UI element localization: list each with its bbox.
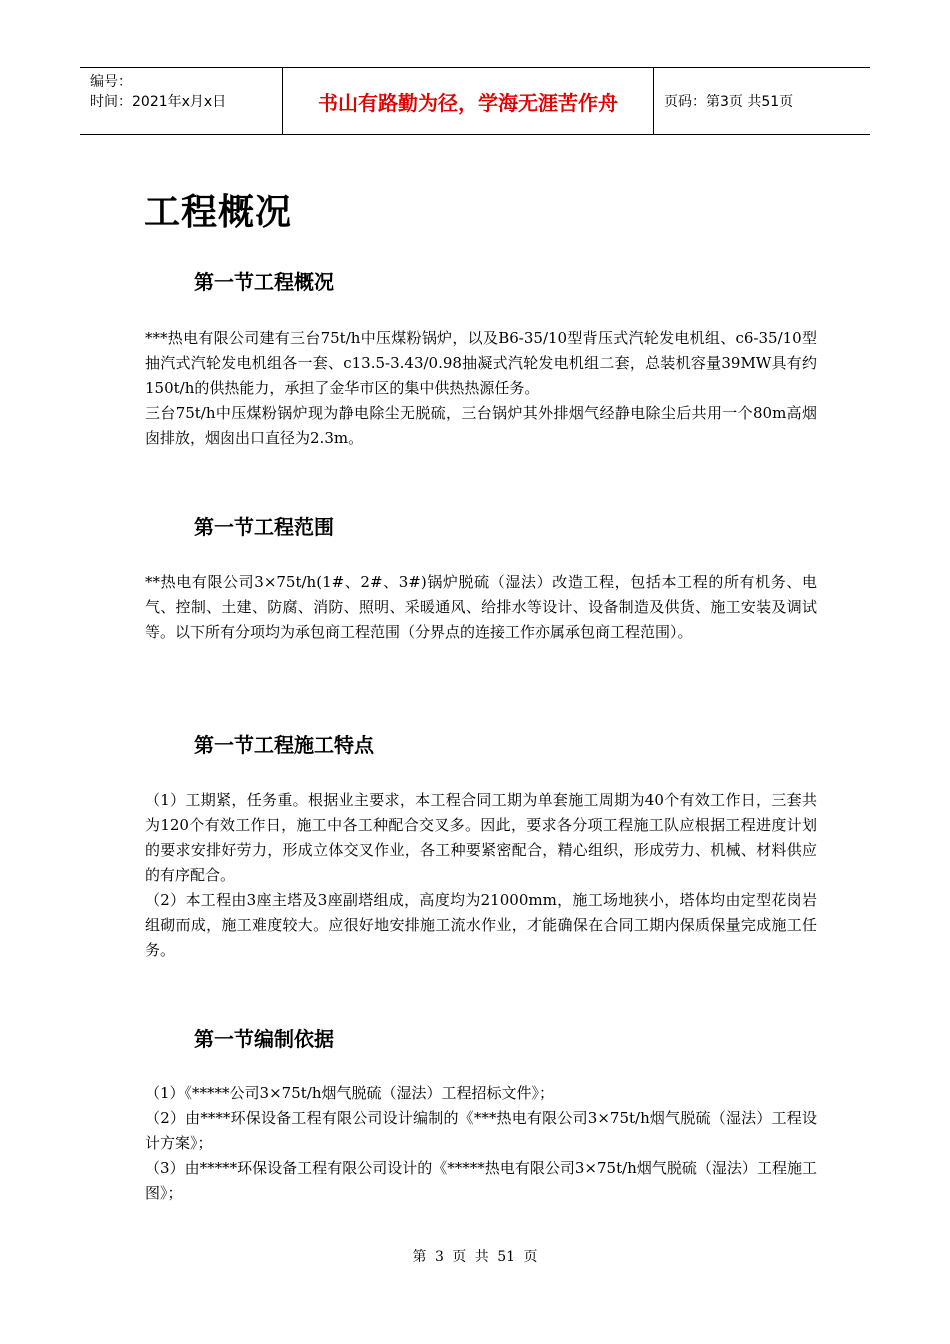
section-heading-overview: 第一节工程概况: [194, 270, 334, 294]
section-body-scope: [145, 570, 817, 645]
document-date: 时间：2021年x月x日: [90, 94, 227, 110]
page-footer: 第 3 页 共 51 页: [412, 1249, 538, 1265]
paragraph: （2）由****环保设备工程有限公司设计编制的《***热电有限公司3×75t/h烟气脱硫（湿法）工程设计方案》；: [145, 1109, 817, 1152]
header-motto: 书山有路勤为径，学海无涯苦作舟: [282, 68, 654, 134]
paragraph: 三台75t/h中压煤粉锅炉现为静电除尘无脱硫，三台锅炉其外排烟气经静电除尘后共用一个80m高烟囱排放，烟囱出口直径为2.3m。: [145, 404, 817, 447]
paragraph: （2）本工程由3座主塔及3座副塔组成，高度均为21000mm，施工场地狭小，塔体均由定型花岗岩组砌而成，施工难度较大。应很好地安排施工流水作业，才能确保在合同工期内保质保量完成施工任务。: [145, 891, 817, 959]
paragraph: ***热电有限公司建有三台75t/h中压煤粉锅炉，以及B6-35/10型背压式汽轮发电机组、c6-35/10型抽汽式汽轮发电机组各一套、c13.5-3.43/0.98抽凝式汽轮发电机组二套，总装机容量39MW具有约150t/h的供热能力，承担了金华市区的集中供热热源任务。: [145, 329, 817, 397]
paragraph: （3）由*****环保设备工程有限公司设计的《*****热电有限公司3×75t/h烟气脱硫（湿法）工程施工图》；: [145, 1159, 817, 1202]
section-body-features: [145, 788, 817, 963]
header-page-info: 页码：第3页 共51页: [664, 94, 794, 110]
page-title: 工程概况: [144, 192, 293, 233]
section-body-basis: [145, 1081, 817, 1206]
section-heading-features: 第一节工程施工特点: [194, 733, 374, 757]
paragraph: （1）工期紧，任务重。根据业主要求，本工程合同工期为单套施工周期为40个有效工作日，三套共为120个有效工作日，施工中各工种配合交叉多。因此，要求各分项工程施工队应根据工程进度计划的要求安排好劳力，形成立体交叉作业，各工种要紧密配合，精心组织，形成劳力、机械、材料供应的有序配合。: [145, 791, 817, 884]
paragraph: （1）《*****公司3×75t/h烟气脱硫（湿法）工程招标文件》；: [145, 1084, 554, 1102]
header-meta: [80, 68, 282, 134]
document-number-label: 编号：: [90, 74, 132, 90]
section-heading-basis: 第一节编制依据: [194, 1027, 334, 1051]
page-header: [80, 67, 870, 135]
paragraph: **热电有限公司3×75t/h(1#、2#、3#)锅炉脱硫（湿法）改造工程，包括本工程的所有机务、电气、控制、土建、防腐、消防、照明、采暖通风、给排水等设计、设备制造及供货、施工安装及调试等。以下所有分项均为承包商工程范围（分界点的连接工作亦属承包商工程范围）。: [145, 573, 817, 641]
section-heading-scope: 第一节工程范围: [194, 515, 334, 539]
section-body-overview: [145, 326, 817, 451]
